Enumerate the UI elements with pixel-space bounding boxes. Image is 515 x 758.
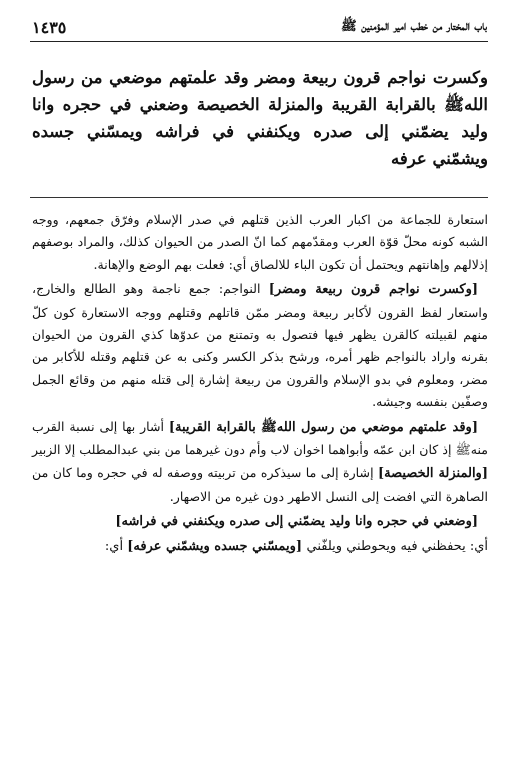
quoted-phrase: [والمنزلة الخصيصة] <box>377 466 488 482</box>
commentary-paragraph <box>32 510 488 533</box>
page-header <box>32 16 487 38</box>
commentary-paragraph <box>32 536 488 558</box>
quoted-phrase: [وقد علمتهم موضعي من رسول اللهﷺ بالقرابة القريبة] <box>168 419 478 435</box>
paragraph-text: النواجم: جمع ناجمة وهو الطالع والخارج، واستعار لفظ القرون لأكابر ربيعة ومضر ممّن قاتلهم وقتلهم ووجه الاستعارة كون كلّ منهم لقبيلته كالقرن يظهر فيها فتصول به وتمتنع من عدوّها كذي القرون من الحيوان بقرنه واراد بالنواجم ظهر أمره، ورشح بذكر الكسر وكنى به عن قتلهم وقتله للأكابر من مضر، ومعلوم في بدو الإسلام والقرون من ربيعة إشارة إلى قتله منهم من وقائع الجمل وصفّين بنفسه وجيشه. <box>32 281 488 410</box>
paragraph-text: أي: يحفظني فيه ويحوطني ويلفّني <box>306 538 488 554</box>
chapter-title: باب المختار من خطب امير المؤمنين ﷺ <box>341 18 487 34</box>
paragraph-text: استعارة للجماعة من اكبار العرب الذين قتلهم في صدر الإسلام وفرّق جمعهم، ووجه الشبه كونه محلّ قوّة العرب ومقدّمهم كما انّ الصدر من الحيوان كذلك، والمراد بوصفهم إذلالهم وإهانتهم ويحتمل أن تكون الباء للالصاق أي: فعلت بهم الوضع والإهانة. <box>32 212 488 272</box>
commentary-paragraph <box>32 416 488 509</box>
main-sermon-text: وكسرت نواجم قرون ربيعة ومضر وقد علمتهم موضعي من رسول اللهﷺ بالقرابة القريبة والمنزلة الخصيصة وضعني في حجره وانا وليد يضمّني إلى صدره ويكنفني في فراشه ويمسّني جسده ويشمّني عرفه <box>32 68 488 168</box>
commentary-paragraph <box>32 209 488 276</box>
commentary-divider <box>30 197 488 198</box>
paragraph-text: أي: <box>104 538 128 554</box>
quoted-phrase: [ويمسّني جسده ويشمّني عرفه] <box>127 538 307 554</box>
paragraph-text: إشارة إلى ما سيذكره من تربيته ووصفه له في حجره وما كان من الصاهرة التي افضت إلى النسل الاطهر دون غيره من الاصهار. <box>32 465 488 504</box>
page-number: ١٤٣٥ <box>32 17 67 37</box>
paragraph-text: أشار بها إلى نسبة القرب منهﷺ إذ كان ابن عمّه وأبواهما اخوان لاب وأم دون غيرهما من بني عبدالمطلب إلا الزبير <box>32 418 488 458</box>
quoted-phrase: [وكسرت نواجم قرون ربيعة ومضر] <box>268 282 478 298</box>
quoted-phrase: [وضعني في حجره وانا وليد يضمّني إلى صدره ويكنفني في فراشه] <box>115 514 478 530</box>
header-divider <box>30 41 488 42</box>
commentary-section <box>32 209 488 560</box>
commentary-paragraph <box>32 278 488 413</box>
